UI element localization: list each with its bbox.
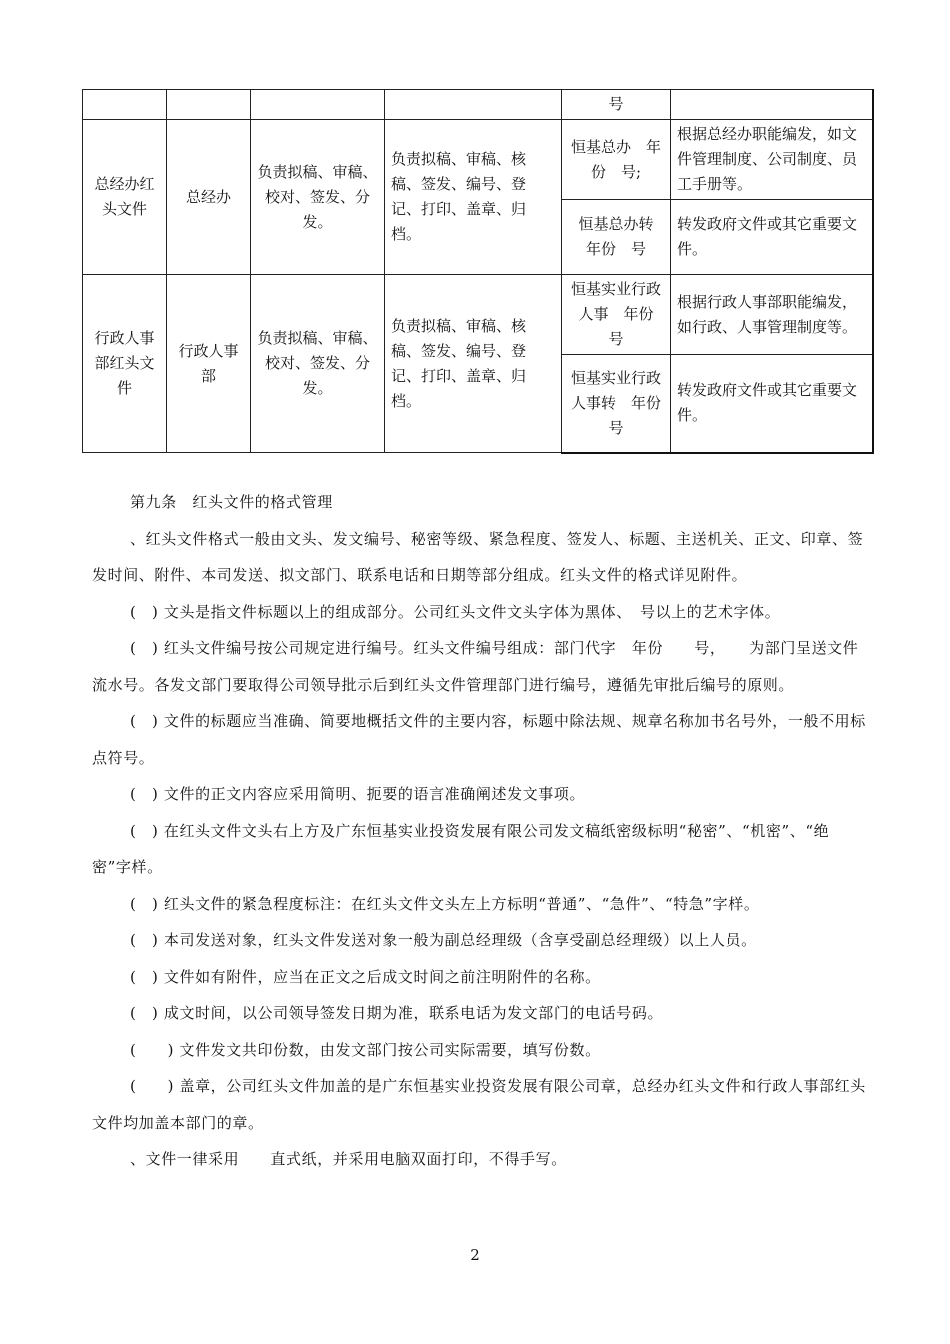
number-format-cell: 恒基实业行政人事 年份 号 (562, 275, 671, 355)
paragraph: ( ) 文件的正文内容应采用简明、扼要的语言准确阐述发文事项。 (130, 785, 586, 803)
section-heading: 第九条 红头文件的格式管理 (130, 493, 333, 511)
paragraph: ( ) 在红头文件文头右上方及广东恒基实业投资发展有限公司发文稿纸密级标明“秘密”、“机密”、“绝密”字样。 (92, 821, 830, 876)
department-cell: 总经办 (167, 120, 251, 275)
paragraph: 、红头文件格式一般由文头、发文编号、秘密等级、紧急程度、签发人、标题、主送机关、正文、印章、签发时间、附件、本司发送、拟文部门、联系电话和日期等部分组成。红头文件的格式详见附件。 (92, 529, 864, 584)
paragraph: ( ) 红头文件编号按公司规定进行编号。红头文件编号组成：部门代字 年份 号， 为部门呈送文件流水号。各发文部门要取得公司领导批示后到红头文件管理部门进行编号，遵循先审批后编号的原则。 (92, 639, 859, 694)
process-duty-cell: 负责拟稿、审稿、核稿、签发、编号、登记、打印、盖章、归档。 (385, 120, 562, 275)
paragraph: ( ) 成文时间，以公司领导签发日期为准，联系电话为发文部门的电话号码。 (130, 1004, 664, 1022)
paragraph: ( ) 盖章，公司红头文件加盖的是广东恒基实业投资发展有限公司章，总经办红头文件和行政人事部红头文件均加盖本部门的章。 (92, 1077, 866, 1132)
process-duty-cell: 负责拟稿、审稿、核稿、签发、编号、登记、打印、盖章、归档。 (385, 275, 562, 453)
description-cell: 根据总经办职能编发，如文件管理制度、公司制度、员工手册等。 (671, 120, 873, 200)
draft-duty-cell: 负责拟稿、审稿、校对、签发、分发。 (251, 120, 385, 275)
table-cell (251, 90, 385, 120)
description-cell: 根据行政人事部职能编发，如行政、人事管理制度等。 (671, 275, 873, 355)
document-table (82, 89, 874, 454)
paragraph: 、文件一律采用 直式纸，并采用电脑双面打印，不得手写。 (130, 1150, 567, 1168)
department-cell: 行政人事部 (167, 275, 251, 453)
number-format-cell: 恒基总办转 年份 号 (562, 200, 671, 275)
body-text (92, 484, 867, 1178)
file-type-cell: 总经办红头文件 (83, 120, 167, 275)
table-row (83, 90, 873, 120)
table-cell (671, 90, 873, 120)
description-cell: 转发政府文件或其它重要文件。 (671, 200, 873, 275)
paragraph: ( ) 红头文件的紧急程度标注：在红头文件文头左上方标明“普通”、“急件”、“特急”字样。 (130, 894, 760, 913)
table-row (83, 120, 873, 200)
number-format-cell: 恒基实业行政人事转 年份 号 (562, 355, 671, 453)
table-cell (83, 90, 167, 120)
number-format-cell: 恒基总办 年份 号; (562, 120, 671, 200)
draft-duty-cell: 负责拟稿、审稿、校对、签发、分发。 (251, 275, 385, 453)
paragraph: ( ) 文头是指文件标题以上的组成部分。公司红头文件文头字体为黑体、 号以上的艺术字体。 (130, 602, 781, 621)
table-row (83, 275, 873, 355)
paragraph: ( ) 文件发文共印份数，由发文部门按公司实际需要，填写份数。 (130, 1040, 601, 1059)
table-cell (167, 90, 251, 120)
paragraph: ( ) 文件如有附件，应当在正文之后成文时间之前注明附件的名称。 (130, 967, 601, 986)
table-cell (385, 90, 562, 120)
page-number: 2 (470, 1246, 480, 1264)
paragraph: ( ) 本司发送对象，红头文件发送对象一般为副总经理级（含享受副总经理级）以上人员。 (130, 931, 757, 949)
paragraph: ( ) 文件的标题应当准确、简要地概括文件的主要内容，标题中除法规、规章名称加书名号外，一般不用标点符号。 (92, 712, 866, 767)
description-cell: 转发政府文件或其它重要文件。 (671, 355, 873, 453)
file-type-cell: 行政人事部红头文件 (83, 275, 167, 453)
table-cell: 号 (562, 90, 671, 120)
